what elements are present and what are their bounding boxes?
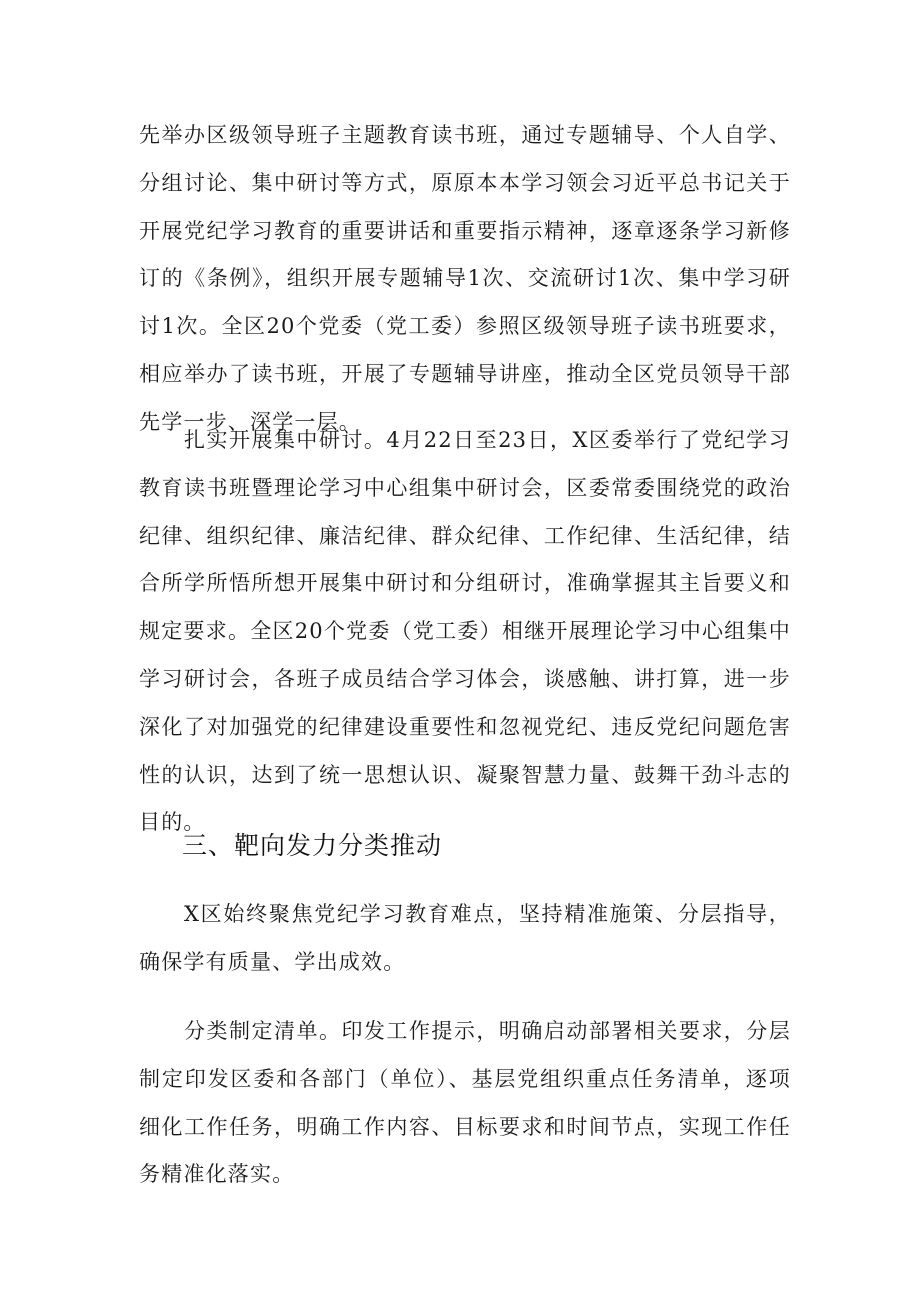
- paragraph-section-intro: X区始终聚焦党纪学习教育难点，坚持精准施策、分层指导，确保学有质量、学出成效。: [139, 902, 791, 974]
- paragraph-centralized-discussion: 扎实开展集中研讨。4月22日至23日，X区委举行了党纪学习教育读书班暨理论学习中心组集中研讨会，区委常委围绕党的政治纪律、组织纪律、廉洁纪律、群众纪律、工作纪律、生活纪律，结合所学所悟所想开展集中研讨和分组研讨，准确掌握其主旨要义和规定要求。全区20个党委（党工委）相继开展理论学习中心组集中学习研讨会，各班子成员结合学习体会，谈感触、讲打算，进一步深化了对加强党的纪律建设重要性和忽视党纪、违反党纪问题危害性的认识，达到了统一思想认识、凝聚智慧力量、鼓舞干劲斗志的目的。: [139, 428, 791, 835]
- paragraph-reading-class: 先举办区级领导班子主题教育读书班，通过专题辅导、个人自学、分组讨论、集中研讨等方式，原原本本学习领会习近平总书记关于开展党纪学习教育的重要讲话和重要指示精神，逐章逐条学习新修订的《条例》，组织开展专题辅导1次、交流研讨1次、集中学习研讨1次。全区20个党委（党工委）参照区级领导班子读书班要求，相应举办了读书班，开展了专题辅导讲座，推动全区党员领导干部先学一步、深学一层。: [139, 123, 791, 434]
- section-heading: 三、靶向发力分类推动: [182, 831, 443, 860]
- paragraph-task-lists: 分类制定清单。印发工作提示，明确启动部署相关要求，分层制定印发区委和各部门（单位）、基层党组织重点任务清单，逐项细化工作任务，明确工作内容、目标要求和时间节点，实现工作任务精准化落实。: [139, 1019, 791, 1187]
